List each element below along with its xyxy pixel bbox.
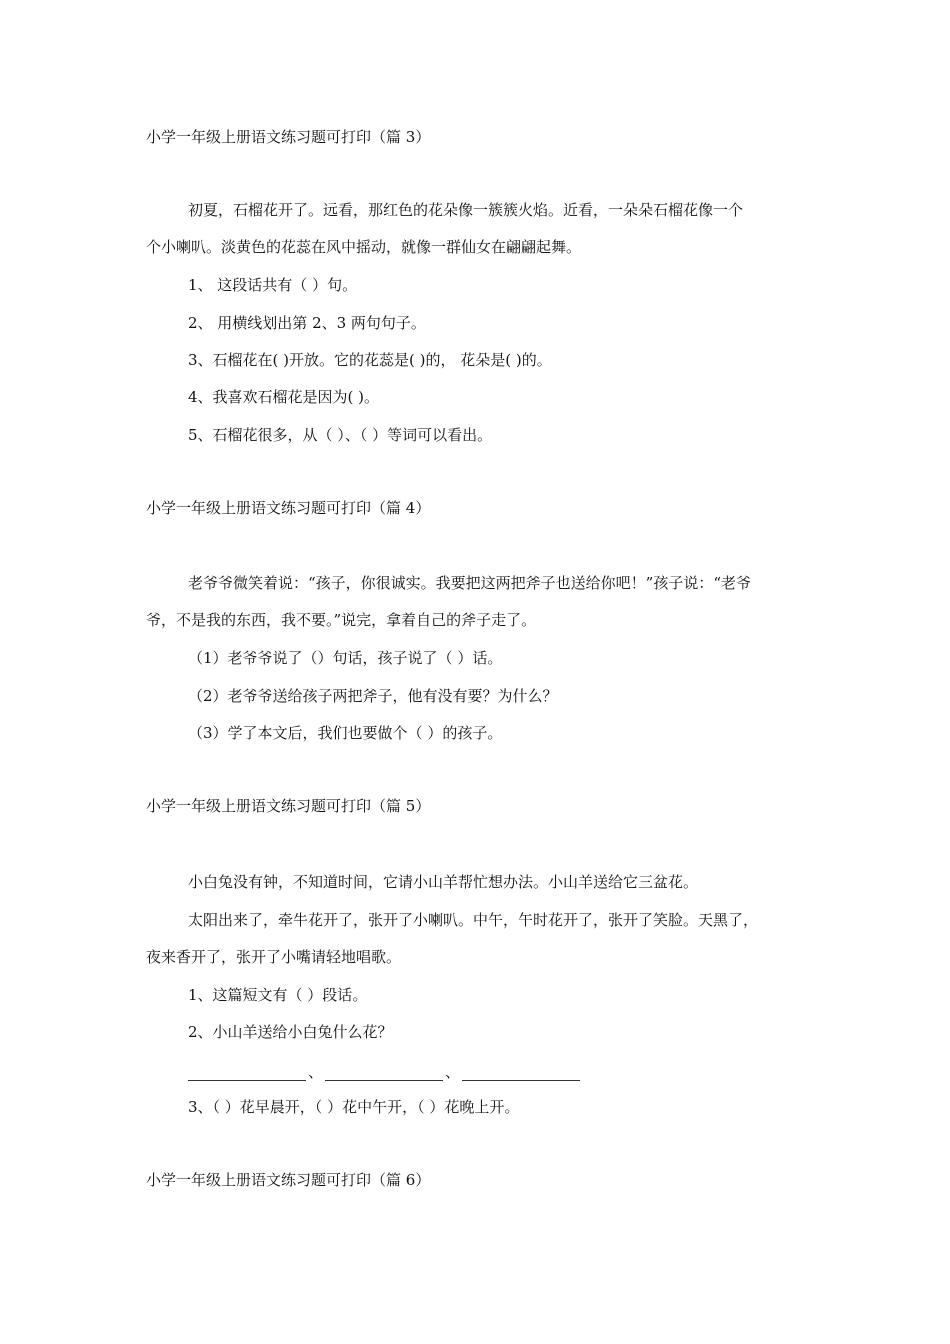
- question: （2）老爷爷送给孩子两把斧子，他有没有要？为什么？: [188, 687, 558, 705]
- answer-blanks: [188, 1063, 580, 1081]
- question: 1、这篇短文有（ ）段话。: [188, 986, 368, 1004]
- question: 5、石榴花很多，从（ ）、（ ）等词可以看出。: [188, 426, 493, 444]
- question: 2、 用横线划出第 2、3 两句句子。: [188, 314, 426, 332]
- paragraph-line: 初夏，石榴花开了。远看，那红色的花朵像一簇簇火焰。近看，一朵朵石榴花像一个: [188, 201, 744, 219]
- answer-blank[interactable]: [188, 1067, 306, 1081]
- paragraph-line: 太阳出来了，牵牛花开了，张开了小喇叭。中午，午时花开了，张开了笑脸。天黑了，: [188, 911, 759, 929]
- paragraph-line: 爷，不是我的东西，我不要。”说完，拿着自己的斧子走了。: [146, 611, 537, 629]
- answer-blank[interactable]: [462, 1067, 580, 1081]
- question: （3）学了本文后，我们也要做个（ ）的孩子。: [188, 724, 503, 742]
- question: 3、（ ）花早晨开，（ ）花中午开，（ ）花晚上开。: [188, 1098, 520, 1116]
- section-title: 小学一年级上册语文练习题可打印（篇 4）: [146, 499, 431, 517]
- question: 3、石榴花在( )开放。它的花蕊是( )的， 花朵是( )的。: [188, 351, 552, 369]
- paragraph-line: 小白兔没有钟，不知道时间，它请小山羊帮忙想办法。小山羊送给它三盆花。: [188, 873, 699, 891]
- question: 2、小山羊送给小白兔什么花？: [188, 1023, 393, 1041]
- blank-separator: 、: [308, 1063, 324, 1081]
- question: 4、我喜欢石榴花是因为( )。: [188, 388, 380, 406]
- paragraph-line: 夜来香开了，张开了小嘴请轻地唱歌。: [146, 948, 402, 966]
- section-title: 小学一年级上册语文练习题可打印（篇 6）: [146, 1171, 431, 1189]
- question: （1）老爷爷说了（）句话，孩子说了（ ）话。: [188, 649, 503, 667]
- section-title: 小学一年级上册语文练习题可打印（篇 3）: [146, 128, 431, 146]
- paragraph-line: 老爷爷微笑着说：“孩子，你很诚实。我要把这两把斧子也送给你吧！”孩子说：“老爷: [188, 574, 752, 592]
- paragraph-line: 个小喇叭。淡黄色的花蕊在风中摇动，就像一群仙女在翩翩起舞。: [146, 238, 582, 256]
- section-title: 小学一年级上册语文练习题可打印（篇 5）: [146, 797, 431, 815]
- question: 1、 这段话共有（ ）句。: [188, 276, 358, 294]
- blank-separator: 、: [445, 1063, 461, 1081]
- answer-blank[interactable]: [325, 1067, 443, 1081]
